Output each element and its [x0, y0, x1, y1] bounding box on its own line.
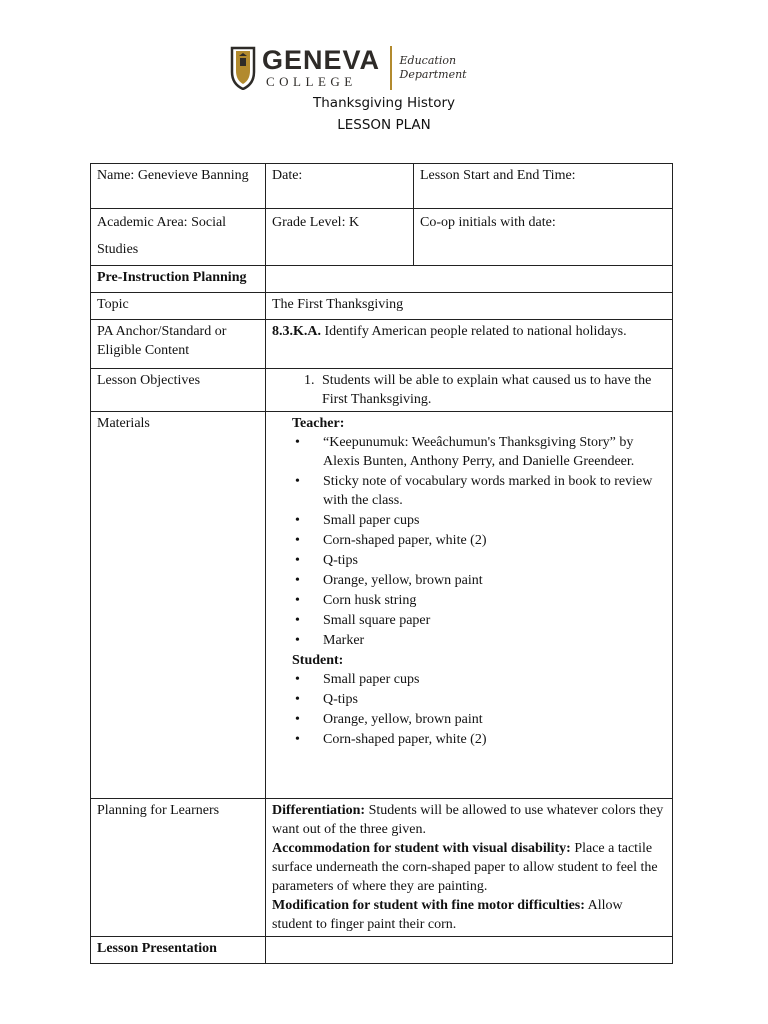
pa-standard-text: Identify American people related to national holidays.: [321, 324, 627, 339]
pre-instruction-heading: Pre-Instruction Planning: [91, 266, 266, 293]
objectives-list: [272, 371, 666, 409]
empty-cell: [266, 266, 673, 293]
table-row: [91, 799, 673, 937]
accommodation-text: Place a tactile surface underneath the corn-shaped paper to allow student to feel the parameters of where they are painting.: [272, 841, 658, 894]
academic-area-cell: Academic Area: Social Studies: [91, 209, 266, 266]
modification-label: Modification for student with fine motor difficulties:: [272, 898, 585, 913]
logo-wordmark: GENEVA: [262, 44, 381, 75]
table-row: [91, 209, 673, 266]
list-item: 1. Students will be able to explain what caused us to have the First Thanksgiving.: [318, 371, 666, 409]
coop-initials-cell: Co-op initials with date:: [414, 209, 673, 266]
table-row: [91, 266, 673, 293]
geneva-college-logo: [230, 45, 467, 91]
pa-standard-code: 8.3.K.A.: [272, 324, 321, 339]
lesson-plan-table: [90, 163, 673, 964]
date-cell: Date:: [266, 164, 414, 209]
list-item: • Sticky note of vocabulary words marked in book to review with the class.: [316, 472, 666, 510]
list-item: • “Keepunumuk: Weeâchumun's Thanksgiving Story” by Alexis Bunten, Anthony Perry, and Danielle Greendeer.: [316, 433, 666, 471]
differentiation-label: Differentiation:: [272, 803, 366, 818]
table-row: [91, 293, 673, 320]
time-cell: Lesson Start and End Time:: [414, 164, 673, 209]
list-item: • Orange, yellow, brown paint: [316, 571, 666, 590]
teacher-heading: Teacher:: [292, 416, 345, 431]
list-item: • Corn-shaped paper, white (2): [316, 730, 666, 749]
topic-value: The First Thanksgiving: [266, 293, 673, 320]
lesson-presentation-heading: Lesson Presentation: [91, 937, 266, 964]
materials-label: Materials: [91, 412, 266, 799]
list-item: • Small paper cups: [316, 511, 666, 530]
page-title: Thanksgiving History: [313, 95, 455, 111]
list-item: • Q-tips: [316, 551, 666, 570]
list-item: • Small paper cups: [316, 670, 666, 689]
accommodation-label: Accommodation for student with visual disability:: [272, 841, 571, 856]
planning-label: Planning for Learners: [91, 799, 266, 937]
differentiation-paragraph: [272, 801, 666, 839]
planning-value: [266, 799, 673, 937]
dept-line-1: Education: [399, 54, 457, 67]
objectives-label: Lesson Objectives: [91, 369, 266, 412]
department-label: [400, 54, 467, 82]
list-item: • Small square paper: [316, 611, 666, 630]
shield-icon: [230, 46, 256, 90]
dept-line-2: Department: [399, 68, 467, 81]
list-item: • Corn-shaped paper, white (2): [316, 531, 666, 550]
accommodation-paragraph: [272, 839, 666, 896]
logo-subtitle: COLLEGE: [266, 73, 357, 89]
name-cell: Name: Genevieve Banning: [91, 164, 266, 209]
modification-paragraph: [272, 896, 666, 934]
table-row: [91, 320, 673, 369]
objectives-value: [266, 369, 673, 412]
grade-level-cell: Grade Level: K: [266, 209, 414, 266]
page-subtitle: LESSON PLAN: [337, 117, 431, 133]
materials-value: [266, 412, 673, 799]
table-row: [91, 369, 673, 412]
table-row: [91, 164, 673, 209]
student-materials-list: [272, 670, 666, 749]
student-heading: Student:: [292, 653, 344, 668]
document-header: [0, 0, 768, 150]
list-item: • Corn husk string: [316, 591, 666, 610]
table-row: [91, 412, 673, 799]
list-item: • Q-tips: [316, 690, 666, 709]
logo-divider: [390, 46, 392, 90]
differentiation-text: Students will be allowed to use whatever colors they want out of the three given.: [272, 803, 664, 837]
pa-standard-label: PA Anchor/Standard or Eligible Content: [91, 320, 266, 369]
table-row: [91, 937, 673, 964]
modification-text: Allow student to finger paint their corn.: [272, 898, 623, 932]
list-item: • Marker: [316, 631, 666, 650]
teacher-materials-list: [272, 433, 666, 650]
topic-label: Topic: [91, 293, 266, 320]
list-item: • Orange, yellow, brown paint: [316, 710, 666, 729]
empty-cell: [266, 937, 673, 964]
pa-standard-value: [266, 320, 673, 369]
